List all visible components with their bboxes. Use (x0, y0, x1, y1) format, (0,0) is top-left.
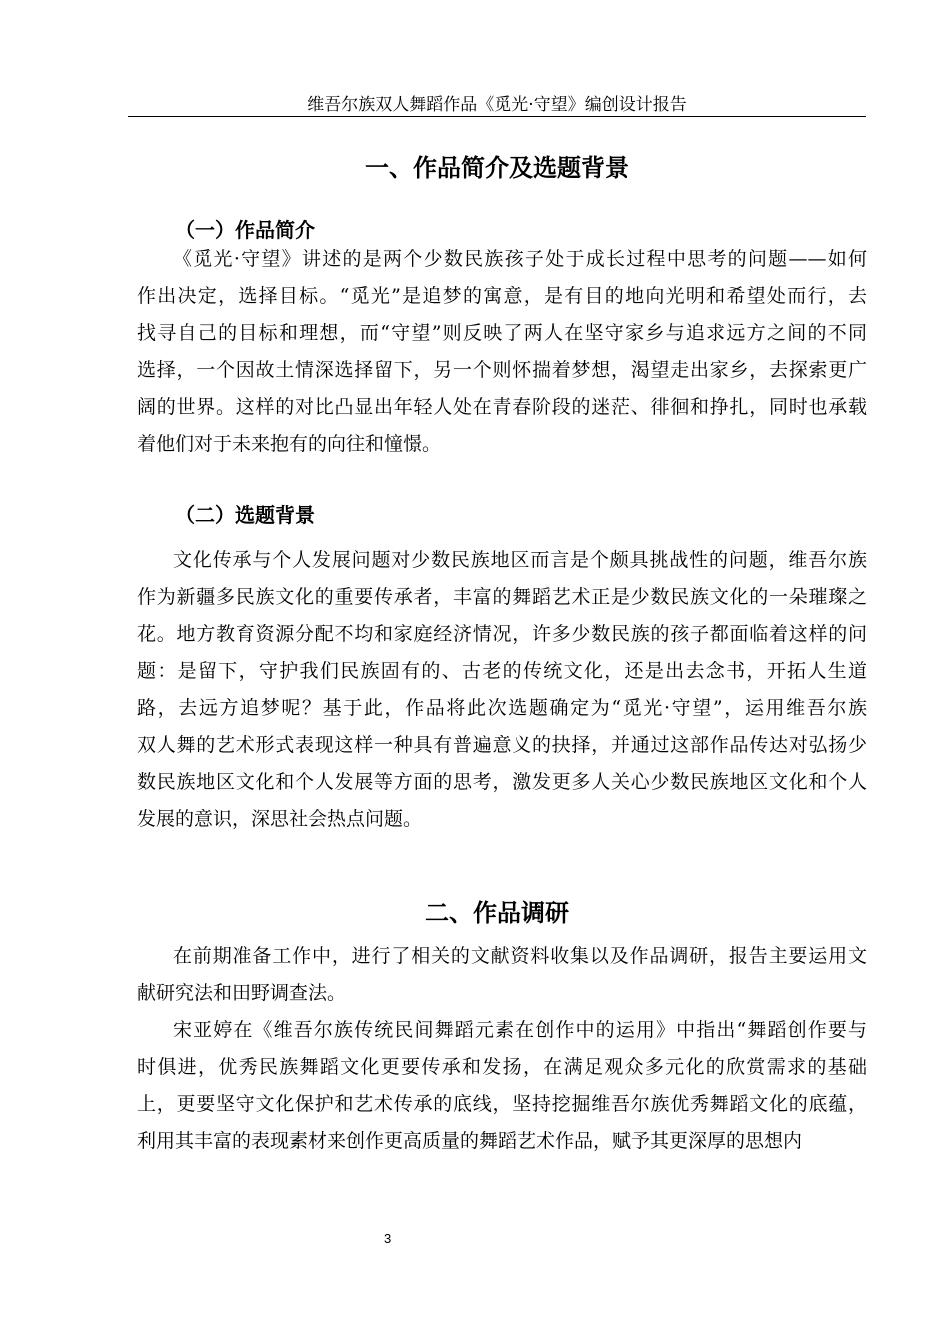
paragraph-research-2 (137, 1012, 867, 1160)
text-line: 作出决定，选择目标。“觅光”是追梦的寓意，是有目的地向光明和希望处而行，去 (137, 285, 867, 307)
text-line: 文化传承与个人发展问题对少数民族地区而言是个颇具挑战性的问题，维吾尔族 (173, 549, 867, 571)
paragraph-intro (137, 241, 867, 463)
text-line: 选择，一个因故土情深选择留下，另一个则怀揣着梦想，渴望走出家乡，去探索更广 (137, 359, 867, 381)
text-line: 利用其丰富的表现素材来创作更高质量的舞蹈艺术作品，赋予其更深厚的思想内 (137, 1130, 803, 1152)
text-line: 花。地方教育资源分配不均和家庭经济情况，许多少数民族的孩子都面临着这样的问 (137, 623, 867, 645)
text-line: 找寻自己的目标和理想，而“守望”则反映了两人在坚守家乡与追求远方之间的不同 (137, 322, 867, 344)
text-line: 上，更要坚守文化保护和艺术传承的底线，坚持挖掘维吾尔族优秀舞蹈文化的底蕴， (137, 1093, 867, 1115)
header-rule (128, 116, 866, 117)
subsection-2-title: （二）选题背景 (175, 503, 315, 527)
text-line: 在前期准备工作中，进行了相关的文献资料收集以及作品调研，报告主要运用文 (173, 945, 867, 967)
text-line: 路，去远方追梦呢？基于此，作品将此次选题确定为“觅光·守望”，运用维吾尔族 (137, 697, 867, 719)
text-line: 《觅光·守望》讲述的是两个少数民族孩子处于成长过程中思考的问题——如何 (173, 248, 867, 270)
text-line: 宋亚婷在《维吾尔族传统民间舞蹈元素在创作中的运用》中指出“舞蹈创作要与 (173, 1019, 867, 1041)
text-line: 时俱进，优秀民族舞蹈文化更要传承和发扬，在满足观众多元化的欣赏需求的基础 (137, 1056, 867, 1078)
text-line: 献研究法和田野调查法。 (137, 982, 347, 1004)
text-line: 数民族地区文化和个人发展等方面的思考，激发更多人关心少数民族地区文化和个人 (137, 771, 867, 793)
subsection-1-title: （一）作品简介 (175, 218, 315, 242)
running-header: 维吾尔族双人舞蹈作品《觅光·守望》编创设计报告 (307, 95, 687, 115)
text-line: 作为新疆多民族文化的重要传承者，丰富的舞蹈艺术正是少数民族文化的一朵璀璨之 (137, 586, 867, 608)
section-2-title: 二、作品调研 (425, 899, 569, 927)
text-line: 阔的世界。这样的对比凸显出年轻人处在青春阶段的迷茫、徘徊和挣扎，同时也承载 (137, 396, 867, 418)
text-line: 题：是留下，守护我们民族固有的、古老的传统文化，还是出去念书，开拓人生道 (137, 660, 867, 682)
text-line: 着他们对于未来抱有的向往和憧憬。 (137, 433, 442, 455)
text-line: 发展的意识，深思社会热点问题。 (137, 808, 423, 830)
section-1-title: 一、作品简介及选题背景 (365, 154, 629, 182)
paragraph-research-1 (137, 938, 867, 1012)
paragraph-background (137, 542, 867, 838)
text-line: 双人舞的艺术形式表现这样一种具有普遍意义的抉择，并通过这部作品传达对弘扬少 (137, 734, 867, 756)
page-number: 3 (384, 1231, 392, 1246)
